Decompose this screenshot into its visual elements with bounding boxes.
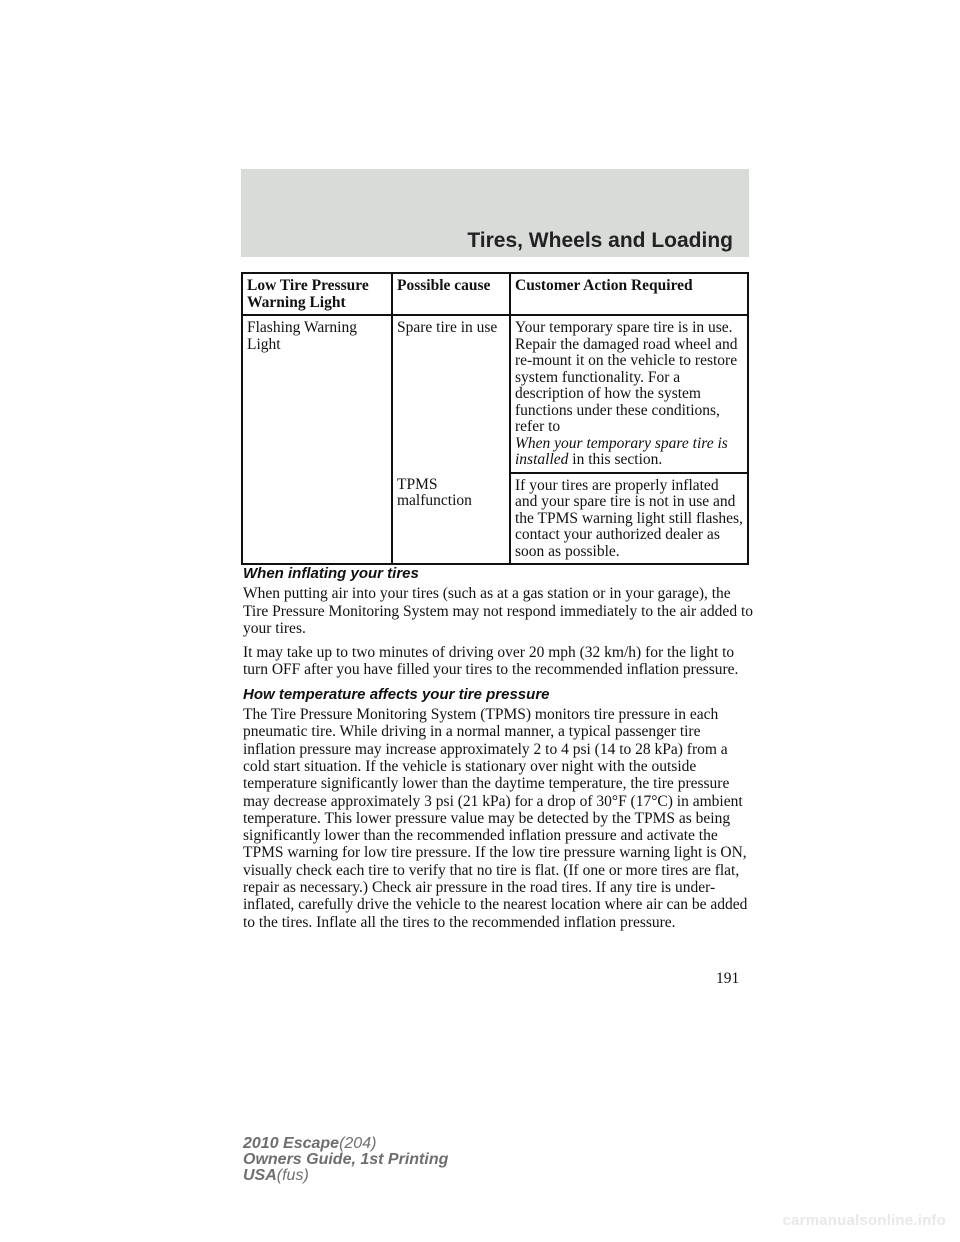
footer-market: USA (243, 1167, 277, 1184)
section-reference: When your temporary spare tire is installed (515, 434, 728, 468)
footer-model-line (243, 1136, 448, 1152)
footer-model-code: (204) (339, 1135, 377, 1152)
section-title: Tires, Wheels and Loading (467, 229, 733, 252)
footer-edition: Owners Guide, 1st Printing (243, 1151, 449, 1168)
footer (243, 1136, 448, 1184)
watermark: carmanualsonline.info (782, 1212, 946, 1229)
paragraph: It may take up to two minutes of driving over 20 mph (32 km/h) for the light to turn OFF after you have filled your tires to the recommended inflation pressure. (243, 644, 739, 679)
header-warning-light: Low Tire Pressure Warning Light (242, 273, 392, 315)
action-text: Your temporary spare tire is in use. Repair the damaged road wheel and re-mount it on the vehicle to restore system functionality. For a description of how the system functions under these conditions, refer to (515, 319, 738, 435)
section-header-band (241, 169, 749, 257)
paragraph: The Tire Pressure Monitoring System (TPMS) monitors tire pressure in each pneumatic tire. While driving in a normal manner, a typical passenger tire inflation pressure may increase approximately 2 to 4 psi (14 to 28 kPa) from a cold start situation. If the vehicle is stationary over night with the outside temperature significantly lower than the daytime temperature, the tire pressure may decrease approximately 3 psi (21 kPa) for a drop of 30°F (17°C) in ambient temperature. This lower pressure value may be detected by the TPMS as being significantly lower than the recommended inflation pressure and activate the TPMS warning for low tire pressure. If the low tire pressure warning light is ON, visually check each tire to verify that no tire is flat. (If one or more tires are flat, repair as necessary.) Check air pressure in the road tires. If any tire is under-inflated, carefully drive the vehicle to the nearest location where air can be added to the tires. Inflate all the tires to the recommended inflation pressure. (243, 706, 748, 931)
paragraph: When putting air into your tires (such as at a gas station or in your garage), the Tire Pressure Monitoring System may not respond immediately to the air added to your tires. (243, 585, 753, 637)
tpms-warning-table (241, 272, 749, 565)
action-tail: in this section. (568, 451, 663, 468)
page-number: 191 (716, 970, 740, 987)
table-header-row (242, 273, 748, 315)
footer-market-code: (fus) (276, 1167, 309, 1184)
inflating-heading: When inflating your tires (243, 565, 419, 582)
footer-market-line (243, 1168, 448, 1184)
header-possible-cause: Possible cause (392, 273, 510, 315)
action-cell (510, 315, 748, 473)
footer-model: 2010 Escape (243, 1135, 340, 1152)
action-cell: If your tires are properly inflated and your spare tire is not in use and the TPMS warning light still flashes, contact your authorized dealer as soon as possible. (510, 473, 748, 565)
temperature-heading: How temperature affects your tire pressure (243, 685, 550, 703)
body-text (243, 562, 753, 938)
cause-cell: TPMS malfunction (392, 473, 510, 565)
cause-cell: Spare tire in use (392, 315, 510, 473)
warning-light-cell: Flashing Warning Light (242, 315, 392, 564)
table-row (242, 315, 748, 473)
header-customer-action: Customer Action Required (510, 273, 748, 315)
